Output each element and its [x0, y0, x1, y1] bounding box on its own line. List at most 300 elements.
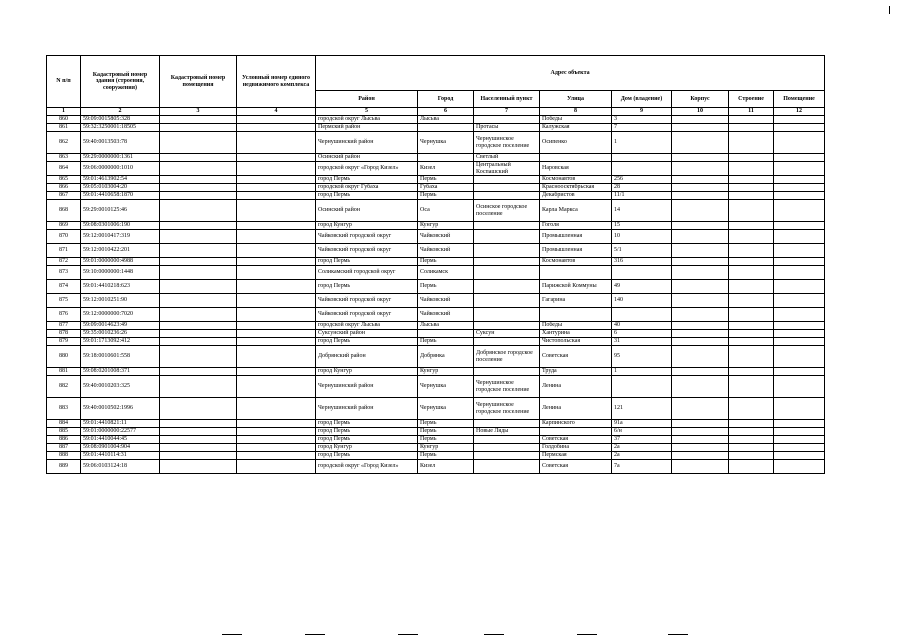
cell-city: Пермь [418, 420, 474, 428]
cell-settlement: Суксун [474, 330, 540, 338]
cell-num: 860 [47, 116, 81, 124]
cell-cadastral: 59:01:4410114:31 [81, 452, 160, 460]
cell-num: 868 [47, 200, 81, 222]
cell-cadastral-room [160, 192, 237, 200]
cell-house: 91а [612, 420, 672, 428]
cell-num: 886 [47, 436, 81, 444]
cell-settlement [474, 222, 540, 230]
scan-mark [398, 634, 418, 635]
cell-street: Калужская [540, 124, 612, 132]
cell-city: Пермь [418, 452, 474, 460]
cell-corpus [672, 308, 729, 322]
cell-cadastral-room [160, 294, 237, 308]
cell-cadastral: 59:09:0015805:328 [81, 116, 160, 124]
cell-corpus [672, 428, 729, 436]
cell-city: Чернушка [418, 398, 474, 420]
cell-num: 887 [47, 444, 81, 452]
cell-house: 121 [612, 398, 672, 420]
cell-house: 256 [612, 176, 672, 184]
cell-city: Пермь [418, 192, 474, 200]
cell-house: 95 [612, 346, 672, 368]
cell-cadastral-room [160, 176, 237, 184]
cell-num: 862 [47, 132, 81, 154]
cell-corpus [672, 330, 729, 338]
cell-street: Пермская [540, 452, 612, 460]
cell-conditional [237, 330, 316, 338]
cell-street: Карпинского [540, 420, 612, 428]
cell-conditional [237, 280, 316, 294]
cell-corpus [672, 200, 729, 222]
cell-city: Чернушка [418, 132, 474, 154]
cell-street: Труда [540, 368, 612, 376]
table-row [47, 280, 825, 294]
cell-cadastral: 59:01:4410044:45 [81, 436, 160, 444]
cell-city: Пермь [418, 428, 474, 436]
table-row [47, 346, 825, 368]
cell-building [729, 266, 774, 280]
cell-district: Чернушинский район [316, 376, 418, 398]
cell-city: Кунгур [418, 368, 474, 376]
header-street: Улица [540, 91, 612, 108]
cell-building [729, 294, 774, 308]
cell-house: 49 [612, 280, 672, 294]
cell-corpus [672, 162, 729, 176]
cell-cadastral-room [160, 398, 237, 420]
cell-room [774, 192, 825, 200]
cell-cadastral: 59:01:4613902:54 [81, 176, 160, 184]
cell-city: Соликамск [418, 266, 474, 280]
cell-cadastral: 59:12:0010417:319 [81, 230, 160, 244]
cell-corpus [672, 154, 729, 162]
cell-num: 871 [47, 244, 81, 258]
cell-city: Пермь [418, 176, 474, 184]
header-corpus: Корпус [672, 91, 729, 108]
cell-street: Гагарина [540, 294, 612, 308]
cell-cadastral-room [160, 222, 237, 230]
cell-cadastral-room [160, 322, 237, 330]
cell-settlement [474, 176, 540, 184]
cell-room [774, 294, 825, 308]
header-house: Дом (владение) [612, 91, 672, 108]
cell-street [540, 266, 612, 280]
cell-num: 888 [47, 452, 81, 460]
cell-conditional [237, 124, 316, 132]
cell-building [729, 444, 774, 452]
table-row [47, 444, 825, 452]
cell-conditional [237, 192, 316, 200]
cell-cadastral-room [160, 230, 237, 244]
cell-settlement: Чернушинское городское поселение [474, 376, 540, 398]
cell-building [729, 200, 774, 222]
cell-house: 31 [612, 338, 672, 346]
table-row [47, 322, 825, 330]
cell-house [612, 308, 672, 322]
table-body [47, 116, 825, 474]
cell-settlement [474, 116, 540, 124]
cell-room [774, 222, 825, 230]
cell-room [774, 176, 825, 184]
cell-num: 889 [47, 460, 81, 474]
cell-cadastral-room [160, 116, 237, 124]
cell-district: городской округ Лысьва [316, 116, 418, 124]
cell-conditional [237, 308, 316, 322]
cell-building [729, 346, 774, 368]
cell-corpus [672, 460, 729, 474]
cell-room [774, 420, 825, 428]
cell-corpus [672, 192, 729, 200]
cell-cadastral: 59:01:4410218:623 [81, 280, 160, 294]
cell-room [774, 308, 825, 322]
cell-house: 7а [612, 460, 672, 474]
cell-house: 10 [612, 230, 672, 244]
column-number: 7 [474, 108, 540, 116]
column-number: 11 [729, 108, 774, 116]
cell-num: 864 [47, 162, 81, 176]
header-settlement: Населенный пункт [474, 91, 540, 108]
cell-conditional [237, 338, 316, 346]
cell-cadastral-room [160, 436, 237, 444]
cell-district: город Кунгур [316, 368, 418, 376]
cell-cadastral-room [160, 376, 237, 398]
cell-settlement [474, 420, 540, 428]
cell-city: Пермь [418, 338, 474, 346]
cell-settlement [474, 452, 540, 460]
cell-settlement: Осинское городское поселение [474, 200, 540, 222]
table-row [47, 176, 825, 184]
cell-district: Добрянский район [316, 346, 418, 368]
cell-cadastral: 59:32:3250001:18505 [81, 124, 160, 132]
cell-district: город Пермь [316, 452, 418, 460]
cell-settlement: Светлый [474, 154, 540, 162]
column-number: 10 [672, 108, 729, 116]
cell-conditional [237, 294, 316, 308]
cell-street: Космонавтов [540, 176, 612, 184]
cell-street: Победы [540, 322, 612, 330]
cell-building [729, 308, 774, 322]
cell-corpus [672, 124, 729, 132]
table-row [47, 244, 825, 258]
cell-cadastral: 59:12:0010251:90 [81, 294, 160, 308]
cell-conditional [237, 132, 316, 154]
cell-building [729, 330, 774, 338]
cell-conditional [237, 116, 316, 124]
column-number: 4 [237, 108, 316, 116]
cell-settlement: Чернушинское городское поселение [474, 398, 540, 420]
cell-conditional [237, 428, 316, 436]
table-row [47, 162, 825, 176]
cell-cadastral-room [160, 368, 237, 376]
cell-cadastral-room [160, 184, 237, 192]
cell-corpus [672, 176, 729, 184]
cell-district: город Кунгур [316, 444, 418, 452]
cell-cadastral-room [160, 428, 237, 436]
header-num: N п/п [47, 56, 81, 108]
column-number: 9 [612, 108, 672, 116]
scan-mark [889, 6, 890, 14]
cell-room [774, 200, 825, 222]
table-row [47, 184, 825, 192]
cell-room [774, 368, 825, 376]
cell-cadastral: 59:06:0103124:18 [81, 460, 160, 474]
cell-corpus [672, 258, 729, 266]
cell-cadastral: 59:08:0301006:190 [81, 222, 160, 230]
cell-street: Голдобина [540, 444, 612, 452]
table-row [47, 294, 825, 308]
table-row [47, 308, 825, 322]
cell-num: 884 [47, 420, 81, 428]
cell-district: Чайковский городской округ [316, 294, 418, 308]
cell-room [774, 266, 825, 280]
cell-street [540, 428, 612, 436]
scan-mark [222, 634, 242, 635]
scan-mark [305, 634, 325, 635]
cell-district: город Кунгур [316, 222, 418, 230]
cell-room [774, 460, 825, 474]
cell-street: Наровская [540, 162, 612, 176]
cell-district: город Пермь [316, 428, 418, 436]
cell-conditional [237, 368, 316, 376]
cell-house: 3 [612, 116, 672, 124]
cell-settlement [474, 244, 540, 258]
cell-cadastral-room [160, 258, 237, 266]
cell-cadastral-room [160, 132, 237, 154]
cell-corpus [672, 398, 729, 420]
cell-building [729, 436, 774, 444]
table-row [47, 368, 825, 376]
cell-conditional [237, 200, 316, 222]
cell-district: город Пермь [316, 338, 418, 346]
cell-room [774, 162, 825, 176]
cell-building [729, 398, 774, 420]
cell-num: 872 [47, 258, 81, 266]
cell-room [774, 132, 825, 154]
cell-room [774, 124, 825, 132]
table-row [47, 132, 825, 154]
cell-conditional [237, 436, 316, 444]
header-building: Строение [729, 91, 774, 108]
cell-street: Космонавтов [540, 258, 612, 266]
table-row [47, 230, 825, 244]
cell-street: Промышленная [540, 230, 612, 244]
cell-building [729, 132, 774, 154]
cell-house: 15 [612, 222, 672, 230]
column-number: 8 [540, 108, 612, 116]
cell-city: Чайковский [418, 294, 474, 308]
cell-conditional [237, 162, 316, 176]
cell-cadastral: 59:12:0010422:201 [81, 244, 160, 258]
cell-cadastral: 59:09:0014623:49 [81, 322, 160, 330]
cell-cadastral-room [160, 420, 237, 428]
cell-settlement: Добрянское городское поселение [474, 346, 540, 368]
cell-num: 865 [47, 176, 81, 184]
cell-district: город Пермь [316, 420, 418, 428]
cell-building [729, 376, 774, 398]
cell-city: Пермь [418, 280, 474, 294]
cell-building [729, 428, 774, 436]
cell-settlement [474, 436, 540, 444]
cell-corpus [672, 222, 729, 230]
header-district: Район [316, 91, 418, 108]
cell-cadastral: 59:01:1713092:412 [81, 338, 160, 346]
cell-street: Советская [540, 436, 612, 444]
cell-num: 875 [47, 294, 81, 308]
cell-city: Добрянка [418, 346, 474, 368]
cell-street: Гоголя [540, 222, 612, 230]
column-numbers-row [47, 108, 825, 116]
cell-building [729, 368, 774, 376]
table-row [47, 266, 825, 280]
cell-house: 14 [612, 200, 672, 222]
cell-cadastral: 59:01:4410821:11 [81, 420, 160, 428]
cell-city: Чайковский [418, 244, 474, 258]
cell-district: город Пермь [316, 192, 418, 200]
cell-building [729, 452, 774, 460]
cell-district: Пермский район [316, 124, 418, 132]
cell-cadastral: 59:01:0000000:4988 [81, 258, 160, 266]
cell-house [612, 266, 672, 280]
cell-cadastral-room [160, 162, 237, 176]
cell-conditional [237, 420, 316, 428]
cell-cadastral-room [160, 444, 237, 452]
cell-district: городской округ Губаха [316, 184, 418, 192]
cell-house: 6 [612, 330, 672, 338]
cell-street: Промышленная [540, 244, 612, 258]
cell-street: Карла Маркса [540, 200, 612, 222]
cell-street: Красноосктябрьская [540, 184, 612, 192]
header-city: Город [418, 91, 474, 108]
cell-cadastral-room [160, 200, 237, 222]
cell-house [612, 376, 672, 398]
cell-building [729, 280, 774, 294]
cell-settlement: Центральный Коспашский [474, 162, 540, 176]
cell-house: 5/1 [612, 244, 672, 258]
cell-building [729, 162, 774, 176]
cell-house: 1 [612, 368, 672, 376]
cell-building [729, 184, 774, 192]
cell-room [774, 444, 825, 452]
table-row [47, 330, 825, 338]
cell-corpus [672, 346, 729, 368]
header-address: Адрес объекта [316, 56, 825, 91]
column-number: 1 [47, 108, 81, 116]
cell-building [729, 222, 774, 230]
cell-building [729, 230, 774, 244]
cell-num: 882 [47, 376, 81, 398]
cell-num: 874 [47, 280, 81, 294]
cell-settlement [474, 184, 540, 192]
cell-street [540, 154, 612, 162]
cell-settlement [474, 294, 540, 308]
table-row [47, 420, 825, 428]
scan-mark [668, 634, 688, 635]
cell-num: 883 [47, 398, 81, 420]
cell-corpus [672, 452, 729, 460]
cell-settlement [474, 192, 540, 200]
cell-district: Чайковский городской округ [316, 308, 418, 322]
table-row [47, 124, 825, 132]
header-cadastral-room: Кадастровый номер помещения [160, 56, 237, 108]
table-row [47, 222, 825, 230]
cell-num: 863 [47, 154, 81, 162]
cell-cadastral-room [160, 280, 237, 294]
cell-room [774, 398, 825, 420]
cell-corpus [672, 230, 729, 244]
cell-room [774, 322, 825, 330]
cell-cadastral: 59:29:0000000:1361 [81, 154, 160, 162]
cell-district: Соликамский городской округ [316, 266, 418, 280]
cell-cadastral: 59:05:0103004:20 [81, 184, 160, 192]
cell-num: 880 [47, 346, 81, 368]
table-row [47, 428, 825, 436]
cell-building [729, 192, 774, 200]
cell-num: 877 [47, 322, 81, 330]
cell-district: Чернушинский район [316, 398, 418, 420]
header-cadastral-building: Кадастровый номер здания (строения, сооружения) [81, 56, 160, 108]
cell-cadastral: 59:06:0000000:1010 [81, 162, 160, 176]
cell-city: Кунгур [418, 444, 474, 452]
cell-district: городской округ Лысьва [316, 322, 418, 330]
cell-room [774, 330, 825, 338]
table-row [47, 436, 825, 444]
cell-city: Кизел [418, 460, 474, 474]
cell-room [774, 184, 825, 192]
cell-cadastral: 59:08:0201008:371 [81, 368, 160, 376]
cell-corpus [672, 280, 729, 294]
cell-conditional [237, 258, 316, 266]
cell-settlement [474, 266, 540, 280]
cell-house: 2а [612, 452, 672, 460]
scan-mark [577, 634, 597, 635]
cell-city: Пермь [418, 258, 474, 266]
cell-city: Пермь [418, 436, 474, 444]
cell-settlement [474, 308, 540, 322]
header-conditional: Условный номер единого недвижимого комплекса [237, 56, 316, 108]
cell-house: 7 [612, 124, 672, 132]
cell-house: 37 [612, 436, 672, 444]
cell-corpus [672, 420, 729, 428]
cell-building [729, 258, 774, 266]
cell-city: Лысьва [418, 116, 474, 124]
cell-district: Осинский район [316, 200, 418, 222]
cell-corpus [672, 436, 729, 444]
cell-district: Суксунский район [316, 330, 418, 338]
cell-street [540, 308, 612, 322]
cell-room [774, 244, 825, 258]
cell-num: 873 [47, 266, 81, 280]
cell-house: 2а [612, 444, 672, 452]
cell-city [418, 154, 474, 162]
cell-conditional [237, 266, 316, 280]
cell-room [774, 428, 825, 436]
cell-corpus [672, 184, 729, 192]
cell-corpus [672, 132, 729, 154]
cell-district: Чернушинский район [316, 132, 418, 154]
table-row [47, 192, 825, 200]
cell-cadastral-room [160, 244, 237, 258]
table-row [47, 258, 825, 266]
table-row [47, 460, 825, 474]
column-number: 12 [774, 108, 825, 116]
cell-room [774, 346, 825, 368]
cell-num: 881 [47, 368, 81, 376]
cell-room [774, 280, 825, 294]
cell-num: 861 [47, 124, 81, 132]
cell-num: 869 [47, 222, 81, 230]
cell-corpus [672, 266, 729, 280]
cell-cadastral: 59:40:0010502:1996 [81, 398, 160, 420]
cell-city: Кизел [418, 162, 474, 176]
cell-house: 11/1 [612, 192, 672, 200]
